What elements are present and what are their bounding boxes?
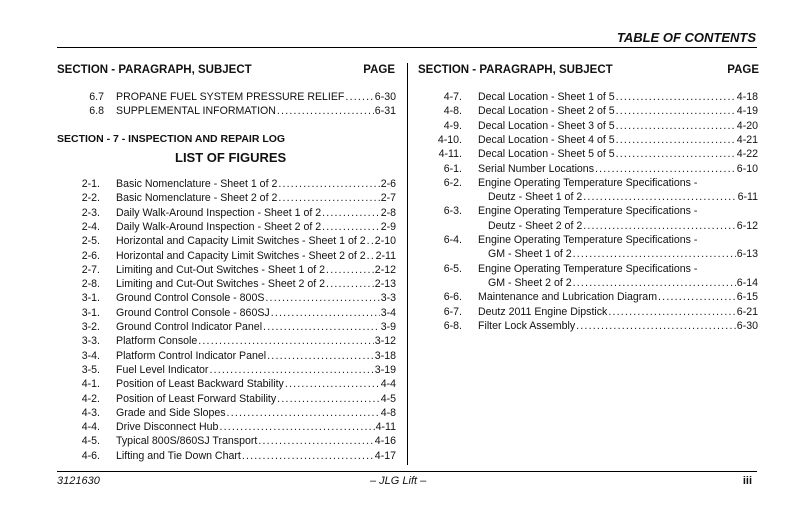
dot-leader [242,449,374,463]
entry-page: 4-5 [380,392,396,405]
entry-page: 4-19 [736,105,758,118]
toc-entry[interactable] [430,147,758,161]
column-divider [407,63,408,465]
entry-title: Deutz 2011 Engine Dipstick [478,305,608,318]
dot-leader [278,191,379,205]
entry-page: 4-20 [736,119,758,132]
dot-leader [271,306,380,320]
dot-leader [277,104,374,118]
dot-leader [227,406,380,420]
entry-page: 4-17 [374,449,396,462]
entry-number: 3-3. [81,335,100,348]
toc-entry[interactable] [430,204,758,218]
dot-leader [573,247,736,261]
toc-entry[interactable] [72,392,396,406]
dot-leader [576,319,736,333]
entry-page: 4-22 [736,148,758,161]
entry-page: 2-8 [380,206,396,219]
entry-title: Platform Control Indicator Panel [116,349,267,362]
dot-leader [198,334,374,348]
entry-number: 2-1. [81,178,100,190]
toc-entry-continuation[interactable] [488,247,758,261]
dot-leader [616,147,736,161]
dot-leader [573,276,736,290]
footer-brand: – JLG Lift – [370,475,427,487]
entry-number: 2-6. [81,249,100,262]
dot-leader [345,90,373,104]
entry-number: 4-9. [443,119,462,132]
toc-entry[interactable] [72,363,396,377]
entry-title: SUPPLEMENTAL INFORMATION [116,105,276,118]
entry-number: 4-4. [81,421,100,434]
entry-title-continuation: Deutz - Sheet 2 of 2 [488,219,583,232]
toc-entry[interactable] [72,420,396,434]
entry-number: 6-3. [443,205,462,218]
dot-leader [616,104,736,118]
entry-page: 6-31 [374,105,396,118]
entry-number: 4-5. [81,435,100,448]
dot-leader [608,305,735,319]
dot-leader [209,363,373,377]
toc-entry[interactable] [430,176,758,190]
entry-page: 2-11 [375,249,396,262]
toc-entry[interactable] [430,262,758,276]
entry-title: Horizontal and Capacity Limit Switches - Sheet 2 of 2 [116,249,366,262]
entry-page: 6-30 [736,319,758,332]
entry-number: 6-2. [443,176,462,189]
entry-title-continuation: GM - Sheet 2 of 2 [488,276,572,289]
section-paragraph-subject-label: SECTION - PARAGRAPH, SUBJECT [418,64,613,76]
dot-leader [277,392,380,406]
entry-title: Filter Lock Assembly [478,319,576,332]
entry-title: Lifting and Tie Down Chart [116,449,241,462]
entry-title-continuation: GM - Sheet 1 of 2 [488,248,572,261]
dot-leader [658,290,736,304]
entry-title: Limiting and Cut-Out Switches - Sheet 2 of 2 [116,278,326,291]
toc-entry[interactable] [72,334,396,348]
dot-leader [616,90,736,104]
footer-rule [57,471,757,472]
entry-title: Engine Operating Temperature Specifications - [478,205,698,218]
toc-entry-continuation[interactable] [488,190,758,204]
entry-title: Ground Control Console - 860SJ [116,306,270,319]
entry-page: 2-6 [380,178,396,190]
toc-entry[interactable] [430,290,758,304]
entry-title: Decal Location - Sheet 2 of 5 [478,105,615,118]
entry-title: Basic Nomenclature - Sheet 2 of 2 [116,192,278,205]
entry-title: Drive Disconnect Hub [116,421,219,434]
dot-leader [583,219,736,233]
toc-entry[interactable] [72,234,396,248]
document-number: 3121630 [57,475,100,487]
list-of-figures-title: LIST OF FIGURES [175,150,287,165]
entry-title: Limiting and Cut-Out Switches - Sheet 1 of 2 [116,263,326,276]
entry-title: Decal Location - Sheet 4 of 5 [478,133,615,146]
entry-title: Position of Least Backward Stability [116,378,284,391]
entry-title: Decal Location - Sheet 1 of 5 [478,91,615,103]
toc-entry[interactable] [72,191,396,205]
toc-entry[interactable] [80,104,396,118]
entry-page: 6-11 [737,191,758,204]
dot-leader [583,190,736,204]
header-rule [57,47,757,48]
entry-title: PROPANE FUEL SYSTEM PRESSURE RELIEF [116,91,345,103]
entry-number: 4-11. [438,148,462,161]
entry-title: Serial Number Locations [478,162,594,175]
entry-title: Typical 800S/860SJ Transport [116,435,258,448]
dot-leader [367,234,374,248]
entry-page: 6-12 [736,219,758,232]
toc-entry-continuation[interactable] [488,276,758,290]
entry-number: 3-4. [81,349,100,362]
section-7-heading: SECTION - 7 - INSPECTION AND REPAIR LOG [57,133,286,145]
entry-title: Fuel Level Indicator [116,363,209,376]
toc-entry[interactable] [430,319,758,333]
entry-number: 6-4. [443,234,462,246]
entry-number: 4-2. [81,392,100,405]
toc-entry[interactable] [430,133,758,147]
toc-entry[interactable] [72,206,396,220]
entry-page: 2-7 [380,192,396,205]
toc-entry[interactable] [80,90,396,104]
dot-leader [367,249,375,263]
toc-entry[interactable] [430,90,758,104]
entry-page: 4-4 [380,378,396,391]
entry-number: 2-7. [81,263,100,276]
dot-leader [285,377,380,391]
toc-entry[interactable] [72,449,396,463]
dot-leader [322,206,380,220]
dot-leader [278,177,379,191]
entry-number: 6-1. [443,162,462,175]
toc-entry[interactable] [72,434,396,448]
entry-page: 3-12 [374,335,396,348]
entry-page: 6-15 [736,291,758,304]
entry-number: 4-10. [437,133,462,146]
toc-entry[interactable] [72,406,396,420]
toc-entry-continuation[interactable] [488,219,758,233]
entry-page: 2-9 [380,220,396,233]
entry-title: Horizontal and Capacity Limit Switches - Sheet 1 of 2 [116,235,366,248]
entry-number: 4-1. [81,378,100,391]
entry-page: 4-16 [374,435,396,448]
toc-entry[interactable] [72,349,396,363]
entry-page: 2-12 [374,263,396,276]
entry-page: 4-21 [736,133,758,146]
left-column-header [57,64,395,76]
entry-number: 3-5. [81,363,100,376]
entry-page: 6-13 [736,248,758,261]
toc-entry[interactable] [430,104,758,118]
entry-page: 6-10 [736,162,758,175]
entry-page: 3-9 [380,321,396,333]
toc-entry[interactable] [72,320,396,334]
entry-number: 4-8. [443,105,462,118]
dot-leader [267,349,374,363]
toc-entry[interactable] [72,306,396,320]
entry-number: 3-1. [81,292,100,305]
dot-leader [326,277,374,291]
entry-title: Decal Location - Sheet 3 of 5 [478,119,615,132]
toc-entry[interactable] [430,233,758,247]
dot-leader [326,263,374,277]
toc-entry[interactable] [430,162,758,176]
entry-title: Engine Operating Temperature Specifications - [478,262,698,275]
entry-number: 4-7. [443,91,462,103]
dot-leader [263,320,380,334]
entry-number: 6-8. [443,319,462,332]
toc-entry[interactable] [72,220,396,234]
entry-number: 4-6. [81,449,100,462]
entry-title: Position of Least Forward Stability [116,392,277,405]
entry-page: 6-30 [374,91,396,103]
toc-entry[interactable] [72,263,396,277]
entry-number: 2-2. [81,192,100,205]
entry-number: 4-3. [81,406,100,419]
dot-leader [322,220,380,234]
entry-number: 3-1. [81,306,100,319]
toc-entry[interactable] [72,249,396,263]
page-header-title: TABLE OF CONTENTS [616,30,756,45]
toc-entry[interactable] [430,305,758,319]
entry-number: 2-5. [81,235,100,248]
entry-page: 4-8 [380,406,396,419]
entry-title: Basic Nomenclature - Sheet 1 of 2 [116,178,278,190]
entry-title-continuation: Deutz - Sheet 1 of 2 [488,191,583,204]
toc-entry[interactable] [72,277,396,291]
entry-number: 3-2. [81,321,100,333]
entry-title: Daily Walk-Around Inspection - Sheet 1 of 2 [116,206,322,219]
entry-page: 6-14 [736,276,758,289]
entry-page: 6-21 [736,305,758,318]
page-label: PAGE [363,64,395,76]
entry-title: Engine Operating Temperature Specifications - [478,234,698,246]
entry-number: 2-4. [81,220,100,233]
entry-page: 3-4 [380,306,396,319]
entry-page: 3-19 [374,363,396,376]
section-paragraph-subject-label: SECTION - PARAGRAPH, SUBJECT [57,64,252,76]
dot-leader [616,119,736,133]
toc-entry[interactable] [72,377,396,391]
entry-title: Ground Control Console - 800S [116,292,265,305]
entry-number: 6.7 [89,91,104,103]
entry-page: 4-18 [736,91,758,103]
entry-page: 3-18 [374,349,396,362]
dot-leader [219,420,374,434]
dot-leader [258,434,373,448]
entry-title: Decal Location - Sheet 5 of 5 [478,148,615,161]
page-number: iii [742,475,752,487]
entry-number: 6-5. [443,262,462,275]
toc-entry[interactable] [430,119,758,133]
entry-page: 3-3 [380,292,396,305]
entry-page: 2-10 [374,235,396,248]
right-column-header [418,64,759,76]
entry-title: Maintenance and Lubrication Diagram [478,291,658,304]
entry-title: Grade and Side Slopes [116,406,226,419]
entry-title: Platform Console [116,335,198,348]
dot-leader [265,291,379,305]
entry-title: Engine Operating Temperature Specifications - [478,176,698,189]
entry-number: 2-8. [81,278,100,291]
entry-number: 6-7. [443,305,462,318]
dot-leader [616,133,736,147]
entry-title: Ground Control Indicator Panel [116,321,263,333]
entry-page: 4-11 [375,421,396,434]
dot-leader [595,162,736,176]
entry-number: 6.8 [89,105,104,118]
entry-page: 2-13 [374,278,396,291]
entry-title: Daily Walk-Around Inspection - Sheet 2 of 2 [116,220,322,233]
toc-entry[interactable] [72,291,396,305]
toc-entry[interactable] [72,177,396,191]
entry-number: 6-6. [443,291,462,304]
page-label: PAGE [727,64,759,76]
entry-number: 2-3. [81,206,100,219]
